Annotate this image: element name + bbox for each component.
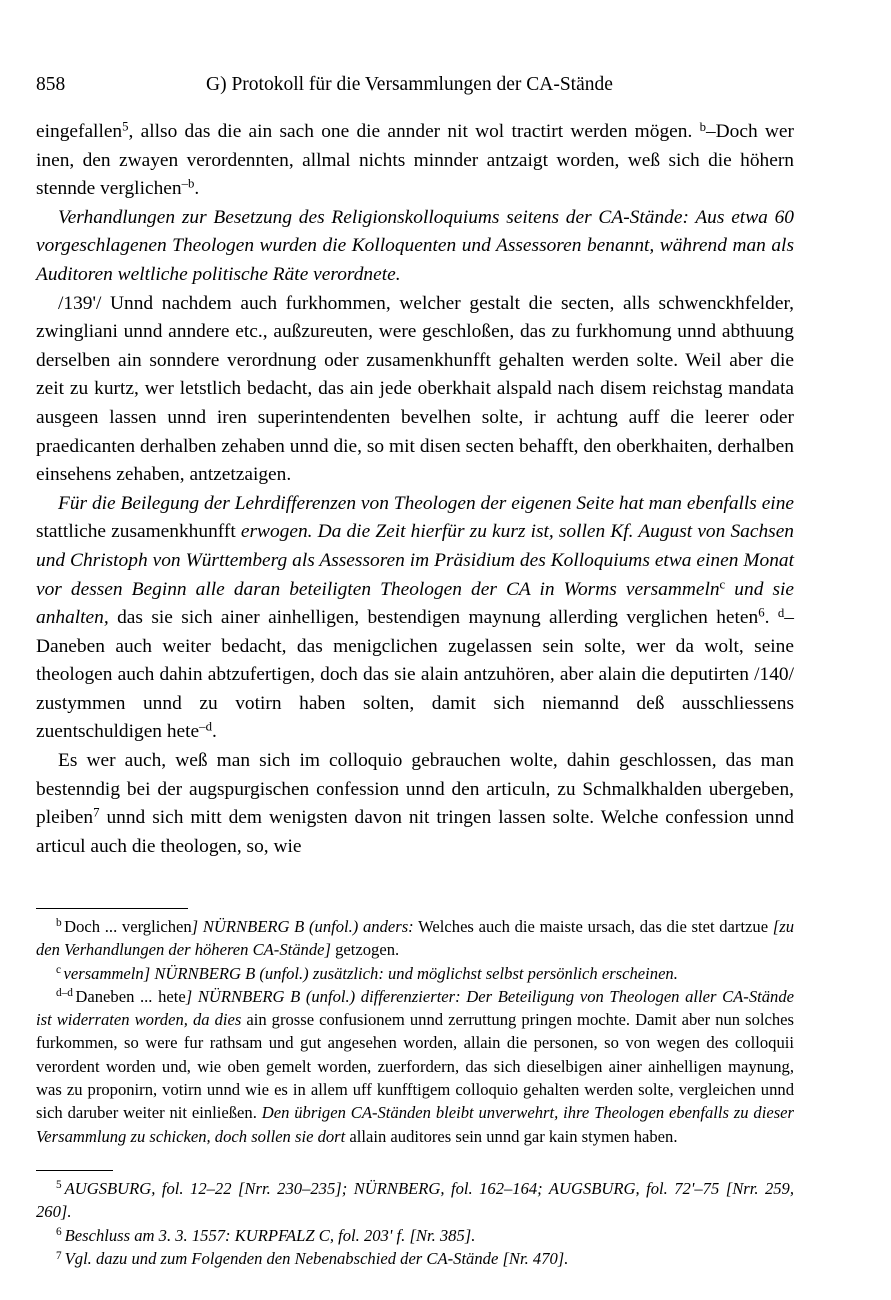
variant-marker-c[interactable]: c [719,576,726,591]
footnote-marker-6[interactable]: 6 [56,1226,62,1239]
footnote-marker-7[interactable]: 7 [56,1249,62,1262]
variant-dash-d-open: – [784,607,794,629]
paragraph-protocol-3: Es wer auch, weß man sich im colloquio gebrauchen wolte, dahin geschlossen, das man bestenndig bei der augspurgischen confession unnd den articuln, zu Schmalkhalden ubergeben, pleiben$^7$ unnd sich mitt dem wenigsten davon nit tringen lassen solte. Welche confession unnd articul auch die theologen, so, wie [36,750,794,857]
apparatus-entry-c: $^c$ versammeln] NÜRNBERG B (unfol.) zusätzlich: und möglichst selbst persönlich erscheinen. [56,963,678,983]
footnote-ref-6[interactable]: 6 [758,605,765,620]
variant-marker-b-open[interactable]: b [699,120,706,135]
paragraph-continuation: eingefallen$^5$, allso das die ain sach one die annder nit wol tractirt werden mögen. $^b$–Doch wer inen, den zwayen verordennten, allmal nichts minnder antzaigt worden, weß sich die höhern stennde verglichen$^{-b}$. [36,119,794,200]
paragraph-protocol-1: /139'/ Unnd nachdem auch furkhommen, welcher gestalt die secten, alls schwenckhfelder, zwingliani unnd anndere etc., außzureuten, were geschloßen, das zu furkhomung unnd abthuung derselben ain sonndere verordnung oder zusamenkhunfft gehalten werden solte. Weil aber die zeit zu kurtz, wer letstlich bedacht, das ain jede oberkhait alspald nach disem reichstag mandata ausgeen lassen unnd iren superintendenten bevelhen solte, ir achtung auff die leerer oder praedicanten derhalben zehaben unnd die, so mit disen secten behafft, den oberkhaiten, derhalben einsehens zehaben, antzetzaigen. [36,292,794,486]
footnote-7: $^7$ Vgl. dazu und zum Folgenden den Nebenabschied der CA-Stände [Nr. 470]. [56,1249,569,1269]
variant-marker-d-open[interactable]: d [777,606,785,621]
footnote-ref-7[interactable]: 7 [93,805,100,820]
page-number: 858 [36,74,66,95]
paragraph-protocol-2: Für die Beilegung der Lehrdifferenzen von Theologen der eigenen Seite hat man ebenfalls eine stattliche zusamenkhunfft erwogen. Da die Zeit hierfür zu kurz ist, sollen Kf. August von Sachsen und Christoph von Württemberg als Assessoren im Präsidium des Kolloquiums etwa einen Monat vor dessen Beginn alle daran beteiligten Theologen der CA in Worms versammeln$^c$ und sie anhalten, das sie sich ainer ainhelligen, bestendigen maynung allerding verglichen heten$^6$. $^d$–Daneben auch weiter bedacht, das menigclichen zugelassen sein solte, wer da wolt, seine theologen auch dahin abtzufertigen, doch das sie alain antzuhören, aber alain die deputirten /140/ zustymmen unnd zu votirn haben solten, damit sich niemannd deß ausschliessens zuentschuldigen hete$^{-d}$. [36,492,795,743]
variant-dash-close: – [181,176,188,191]
footnote-ref-5[interactable]: 5 [122,119,129,134]
apparatus-marker-d[interactable]: d–d [56,987,73,1000]
running-head [36,72,796,98]
apparatus-entry-d: $^{d-d}$ Daneben ... hete] NÜRNBERG B (unfol.) differenzierter: Der Beteiligung von Theologen aller CA-Stände ist widerraten worden, da dies ain grosse confusionem unnd zerruttung pringen mochte. Damit aber nun solches furkommen, so were fur rathsam und gut angesehen worden, allain die personen, so von wegen des colloquii verordent worden und, wie oben gemelt worden, zuerfordern, das sich dieselbigen ainer ainhelligen maynung, was zu proponirn, votirn unnd wie es in allem uff kunfftigem colloquio gehalten werden solte, vergleichen unnd sich daruber weiter nit einließen. Den übrigen CA-Ständen bleibt unverwehrt, ihre Theologen ebenfalls zu dieser Versammlung zu schicken, doch sollen sie dort allain auditores sein unnd gar kain stymen haben. [36,986,794,1146]
variant-apparatus [36,915,794,1148]
variant-marker-d-close[interactable]: d [205,719,212,734]
footnote-separator-rule [36,1170,113,1171]
footnote-block [36,1177,794,1271]
apparatus-marker-b[interactable]: b [56,917,62,930]
body-text [36,118,794,861]
editorial-summary-1: Verhandlungen zur Besetzung des Religionskolloquiums seitens der CA-Stände: Aus etwa 60 vorgeschlagenen Theologen wurden die Kolloquenten und Assessoren benannt, während man als Auditoren weltliche politische Räte verordnete. [36,206,794,285]
footnote-6: $^6$ Beschluss am 3. 3. 1557: KURPFALZ C, fol. 203' f. [Nr. 385]. [56,1225,476,1245]
footnote-5: $^5$ AUGSBURG, fol. 12–22 [Nrr. 230–235]; NÜRNBERG, fol. 162–164; AUGSBURG, fol. 72'–75 [Nrr. 259, 260]. [36,1179,794,1222]
footnote-marker-5[interactable]: 5 [56,1179,62,1192]
apparatus-separator-rule [36,908,188,909]
variant-marker-b-close[interactable]: b [187,176,195,191]
running-title: G) Protokoll für die Versammlungen der CA-Stände [206,74,613,95]
variant-dash-open: – [705,121,716,142]
apparatus-entry-b: $^b$ Doch ... verglichen] NÜRNBERG B (unfol.) anders: Welches auch die maiste ursach, das die stet dartzue [zu den Verhandlungen der höheren CA-Stände] getzogen. [36,917,794,960]
variant-dash-d-close: – [199,719,206,734]
apparatus-marker-c[interactable]: c [56,963,62,976]
